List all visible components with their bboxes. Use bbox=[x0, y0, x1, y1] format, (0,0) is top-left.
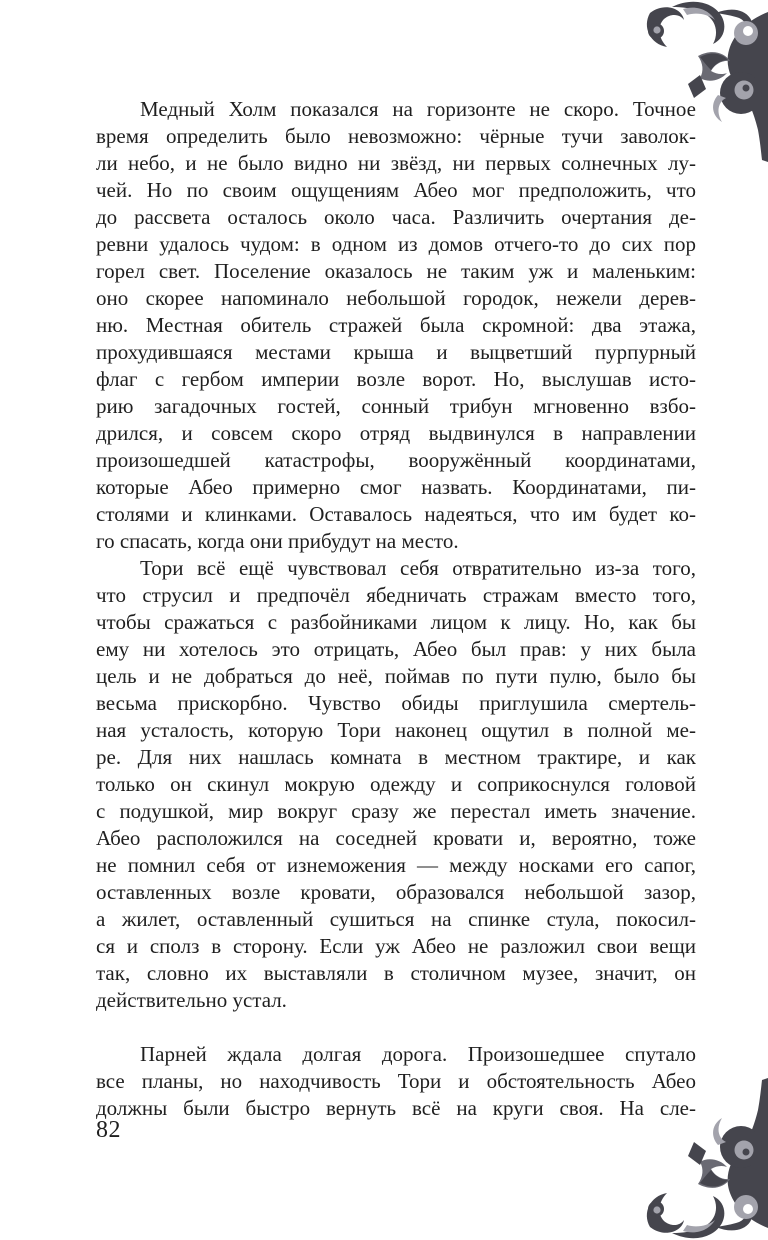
text-line: ему ни хотелось это отрицать, Абео был прав: у них была bbox=[96, 637, 696, 661]
text-line: все планы, но находчивость Тори и обстоятельность Абео bbox=[96, 1069, 696, 1093]
text-line: чтобы сражаться с разбойниками лицом к лицу. Но, как бы bbox=[96, 610, 696, 634]
text-line: до рассвета осталось около часа. Различить очертания де- bbox=[96, 205, 696, 229]
text-line: Тори всё ещё чувствовал себя отвратительно из-за того, bbox=[140, 556, 696, 580]
text-line: весьма прискорбно. Чувство обиды приглушила смертель- bbox=[96, 691, 696, 715]
text-line: что струсил и предпочёл ябедничать стражам вместо того, bbox=[96, 583, 696, 607]
text-line: горел свет. Поселение оказалось не таким уж и маленьким: bbox=[96, 259, 696, 283]
text-line: ре. Для них нашлась комната в местном трактире, и как bbox=[96, 745, 696, 769]
page-text bbox=[96, 96, 696, 1122]
text-line: го спасать, когда они прибудут на место. bbox=[96, 529, 459, 553]
text-line: оставленных возле кровати, образовался небольшой зазор, bbox=[96, 880, 696, 904]
text-line: прохудившаяся местами крыша и выцветший пурпурный bbox=[96, 340, 696, 364]
text-line: столями и клинками. Оставалось надеяться, что им будет ко- bbox=[96, 502, 696, 526]
paragraph-2 bbox=[96, 555, 696, 1014]
text-line: оно скорее напоминало небольшой городок, нежели дерев- bbox=[96, 286, 696, 310]
text-line: с подушкой, мир вокруг сразу же перестал иметь значение. bbox=[96, 799, 696, 823]
paragraph-3 bbox=[96, 1041, 696, 1122]
text-line: произошедшей катастрофы, вооружённый координатами, bbox=[96, 448, 696, 472]
text-line: дрился, и совсем скоро отряд выдвинулся в направлении bbox=[96, 421, 696, 445]
text-line: должны были быстро вернуть всё на круги своя. На сле- bbox=[96, 1096, 696, 1120]
text-line: Медный Холм показался на горизонте не скоро. Точное bbox=[140, 97, 696, 121]
text-line: действительно устал. bbox=[96, 988, 287, 1012]
text-line: а жилет, оставленный сушиться на спинке стула, покосил- bbox=[96, 907, 696, 931]
text-line: Парней ждала долгая дорога. Произошедшее спутало bbox=[140, 1042, 696, 1066]
text-line: флаг с гербом империи возле ворот. Но, выслушав исто- bbox=[96, 367, 696, 391]
text-line: время определить было невозможно: чёрные тучи заволок- bbox=[96, 124, 696, 148]
text-line: чей. Но по своим ощущениям Абео мог предположить, что bbox=[96, 178, 696, 202]
paragraph-1 bbox=[96, 96, 696, 555]
page-number: 82 bbox=[96, 1117, 121, 1143]
text-line: Абео расположился на соседней кровати и, вероятно, тоже bbox=[96, 826, 696, 850]
text-line: рию загадочных гостей, сонный трибун мгновенно взбо- bbox=[96, 394, 696, 418]
text-line: не помнил себя от изнеможения — между носками его сапог, bbox=[96, 853, 696, 877]
text-line: которые Абео примерно смог назвать. Координатами, пи- bbox=[96, 475, 696, 499]
text-line: ню. Местная обитель стражей была скромной: два этажа, bbox=[96, 313, 696, 337]
text-line: только он скинул мокрую одежду и соприкоснулся головой bbox=[96, 772, 696, 796]
text-line: так, словно их выставляли в столичном музее, значит, он bbox=[96, 961, 696, 985]
text-line: ся и сполз в сторону. Если уж Абео не разложил свои вещи bbox=[96, 934, 696, 958]
text-line: ревни удалось чудом: в одном из домов отчего-то до сих пор bbox=[96, 232, 696, 256]
text-line: ная усталость, которую Тори наконец ощутил в полной ме- bbox=[96, 718, 696, 742]
text-line: ли небо, и не было видно ни звёзд, ни первых солнечных лу- bbox=[96, 151, 696, 175]
text-line: цель и не добраться до неё, поймав по пути пулю, было бы bbox=[96, 664, 696, 688]
